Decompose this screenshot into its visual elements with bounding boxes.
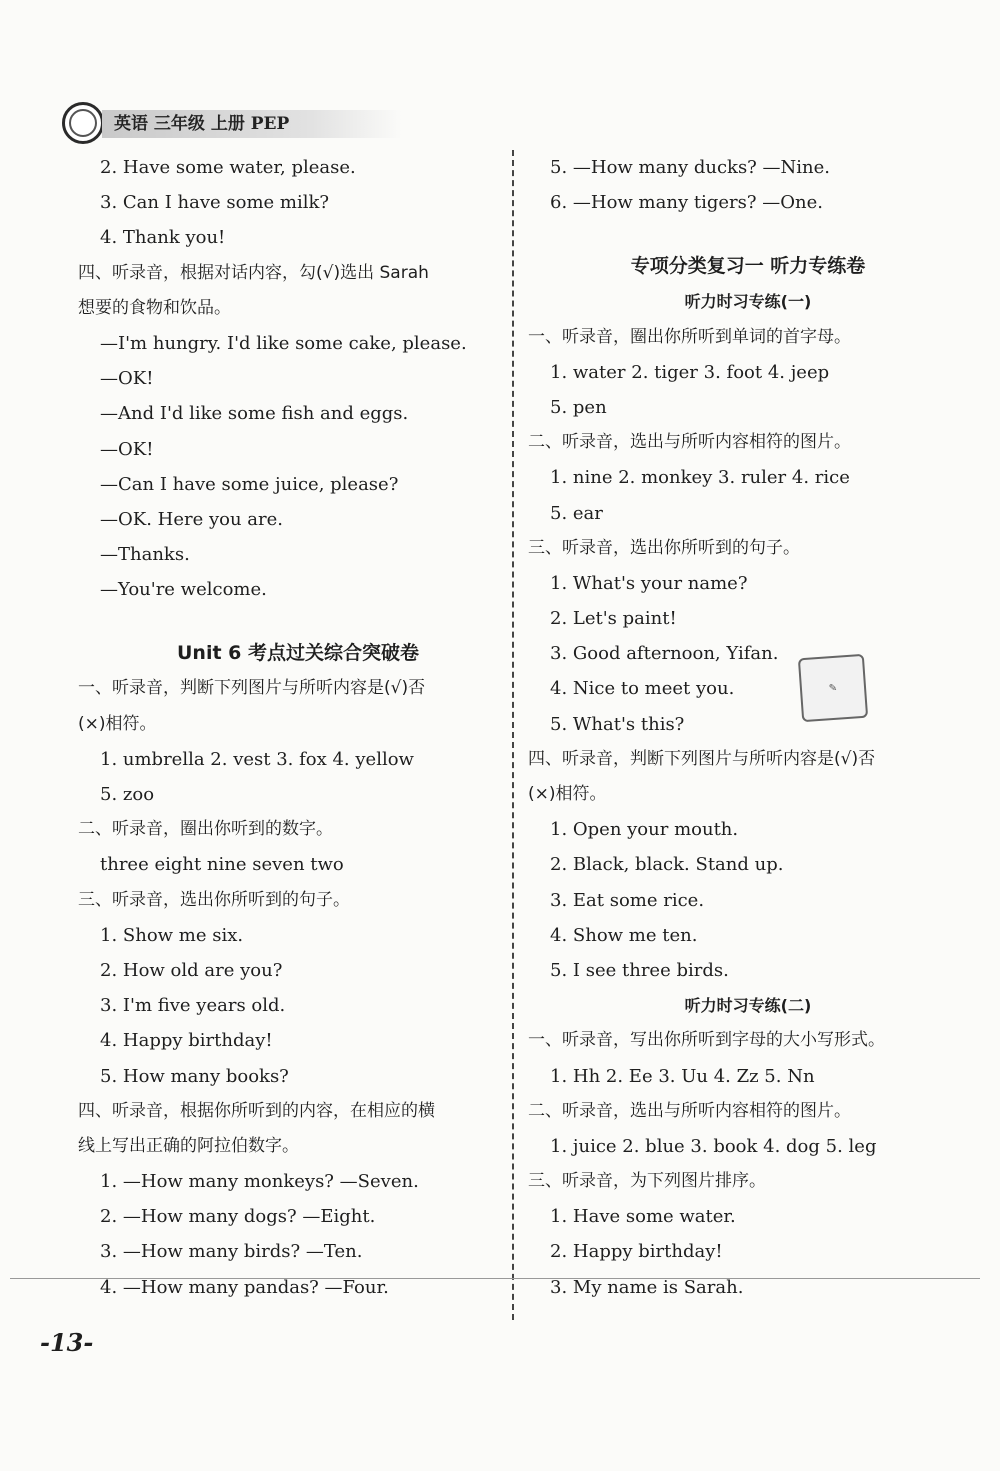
answer-line: —OK! xyxy=(100,438,154,460)
page-header xyxy=(62,102,492,144)
answer-line: —Thanks. xyxy=(100,544,190,566)
section-subtitle: 听力时习专练(一) xyxy=(684,292,812,312)
answer-line: 1. Show me six. xyxy=(100,924,244,946)
question-prompt: 三、听录音，为下列图片排序。 xyxy=(528,1171,766,1192)
section-subtitle: 听力时习专练(二) xyxy=(684,996,812,1016)
answer-line: 1. What's your name? xyxy=(550,572,748,594)
answer-line: 5. ear xyxy=(550,502,603,524)
answer-line: 3. I'm five years old. xyxy=(100,995,286,1017)
answer-line: 1. juice 2. blue 3. book 4. dog 5. leg xyxy=(550,1135,877,1157)
bottom-rule xyxy=(10,1278,980,1279)
right-column xyxy=(528,150,968,1305)
question-prompt: 四、听录音，判断下列图片与所听内容是(√)否 xyxy=(528,748,876,769)
page-number: -13- xyxy=(40,1328,94,1357)
answer-line: 4. Happy birthday! xyxy=(100,1030,273,1052)
answer-line: 6. —How many tigers? —One. xyxy=(550,192,823,214)
answer-line: 5. I see three birds. xyxy=(550,959,729,981)
answer-line: 4. —How many pandas? —Four. xyxy=(100,1276,389,1298)
spacer xyxy=(528,220,968,238)
question-prompt: 一、听录音，圈出你所听到单词的首字母。 xyxy=(528,326,851,347)
answer-line: 5. What's this? xyxy=(550,713,685,735)
book-title: 英语 三年级 上册 PEP xyxy=(102,110,402,138)
answer-line: 1. water 2. tiger 3. foot 4. jeep xyxy=(550,361,830,383)
answer-line: 3. Good afternoon, Yifan. xyxy=(550,643,779,665)
question-prompt: 四、听录音，根据对话内容，勾(√)选出 Sarah xyxy=(78,262,429,283)
question-prompt: 线上写出正确的阿拉伯数字。 xyxy=(78,1135,299,1156)
question-prompt: 三、听录音，选出你所听到的句子。 xyxy=(78,889,350,910)
answer-line: 1. Open your mouth. xyxy=(550,819,739,841)
question-prompt: 四、听录音，根据你所听到的内容，在相应的横 xyxy=(78,1100,435,1121)
answer-line: 3. Eat some rice. xyxy=(550,889,705,911)
answer-line: —I'm hungry. I'd like some cake, please. xyxy=(100,332,467,354)
answer-line: 5. pen xyxy=(550,396,607,418)
answer-line: 1. nine 2. monkey 3. ruler 4. rice xyxy=(550,467,850,489)
answer-line: —Can I have some juice, please? xyxy=(100,473,399,495)
brand-logo-icon xyxy=(62,102,104,144)
question-prompt: 想要的食物和饮品。 xyxy=(78,297,231,318)
section-title: Unit 6 考点过关综合突破卷 xyxy=(176,642,419,665)
answer-line: 4. Thank you! xyxy=(100,227,226,249)
question-prompt: 二、听录音，选出与所听内容相符的图片。 xyxy=(528,432,851,453)
answer-line: 2. —How many dogs? —Eight. xyxy=(100,1206,376,1228)
answer-line: 4. Show me ten. xyxy=(550,924,698,946)
spacer xyxy=(78,607,518,625)
question-prompt: 二、听录音，圈出你听到的数字。 xyxy=(78,819,333,840)
left-column xyxy=(78,150,518,1305)
answer-line: 5. How many books? xyxy=(100,1065,289,1087)
question-prompt: 一、听录音，写出你所听到字母的大小写形式。 xyxy=(528,1030,885,1051)
answer-line: three eight nine seven two xyxy=(100,854,344,876)
answer-line: 2. Have some water, please. xyxy=(100,157,356,178)
answer-line: 5. zoo xyxy=(100,784,155,805)
stamp-image: ✎ xyxy=(798,654,868,722)
answer-line: 4. Nice to meet you. xyxy=(550,678,735,700)
column-divider xyxy=(512,150,514,1320)
answer-line: —OK. Here you are. xyxy=(100,508,284,530)
answer-line: 1. Hh 2. Ee 3. Uu 4. Zz 5. Nn xyxy=(550,1065,815,1087)
question-prompt: 二、听录音，选出与所听内容相符的图片。 xyxy=(528,1100,851,1121)
answer-line: 3. —How many birds? —Ten. xyxy=(100,1241,363,1263)
answer-line: —And I'd like some fish and eggs. xyxy=(100,403,409,425)
answer-line: 3. Can I have some milk? xyxy=(100,192,330,214)
answer-line: 5. —How many ducks? —Nine. xyxy=(550,157,831,178)
question-prompt: (×)相符。 xyxy=(78,713,157,734)
answer-line: —You're welcome. xyxy=(100,579,267,601)
question-prompt: 一、听录音，判断下列图片与所听内容是(√)否 xyxy=(78,678,426,699)
section-title: 专项分类复习一 听力专练卷 xyxy=(630,255,866,278)
answer-line: 2. How old are you? xyxy=(100,959,283,981)
answer-line: —OK! xyxy=(100,368,154,390)
question-prompt: (×)相符。 xyxy=(528,784,607,804)
answer-line: 1. —How many monkeys? —Seven. xyxy=(100,1171,419,1193)
question-prompt: 三、听录音，选出你所听到的句子。 xyxy=(528,537,800,558)
answer-line: 2. Let's paint! xyxy=(550,608,677,630)
answer-line: 2. Black, black. Stand up. xyxy=(550,854,784,876)
answer-line: 3. My name is Sarah. xyxy=(550,1276,744,1298)
answer-line: 2. Happy birthday! xyxy=(550,1241,723,1263)
answer-line: 1. umbrella 2. vest 3. fox 4. yellow xyxy=(100,748,414,770)
answer-line: 1. Have some water. xyxy=(550,1206,736,1228)
